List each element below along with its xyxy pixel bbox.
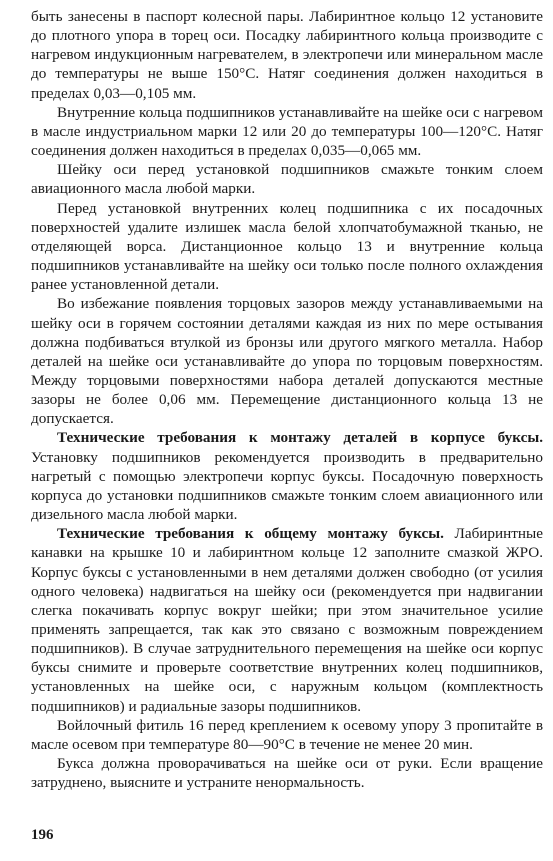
paragraph-1-text: быть занесены в паспорт колесной пары. Лабиринтное кольцо 12 установите до плотного упора в торец оси. Посадку лабиринтного кольца производите с нагревом индукционным нагревателем, в электропечи или минеральном масле до температуры не выше 150°С. Натяг соединения должен находиться в пределах 0,03—0,105 мм. bbox=[31, 8, 543, 102]
paragraph-2 bbox=[31, 103, 543, 160]
section-text-general: Лабиринтные канавки на крышке 10 и лабиринтном кольце 12 заполните смазкой ЖРО. Корпус буксы с установленными в нем деталями должен свободно (от усилия одного человека) надвигаться на шейку оси (рекомендуется при надвигании слегка покачивать корпус вокруг шейки; при этом значительное усилие применять запрещается, так как это связано с возможным повреждением подшипников). В случае затруднительного перемещения на шейке оси корпус буксы снимите и проверьте соответствие внутренних колец подшипников, установленных на шейке оси, с наружным кольцом (комплектность подшипников) и радиальные зазоры подшипников. bbox=[31, 525, 543, 715]
paragraph-1 bbox=[31, 7, 543, 103]
paragraph-5-text: Во избежание появления торцовых зазоров между устанавливаемыми на шейку оси в горячем состоянии деталями каждая из них по мере остывания должна подбиваться втулкой из бронзы или другого мягкого металла. Набор деталей на шейке оси устанавливайте до упора по торцовым поверхностям. Между торцовыми поверхностями набора деталей допускаются местные зазоры не более 0,06 мм. Перемещение дистанционного кольца 13 не допускается. bbox=[31, 295, 543, 428]
paragraph-4-text: Перед установкой внутренних колец подшипника с их посадочных поверхностей удалите излишек масла белой хлопчатобумажной тканью, не отделяющей ворса. Дистанционное кольцо 13 и внутренние кольца подшипников устанавливайте на шейку оси только после полного охлаждения ранее установленной детали. bbox=[31, 199, 543, 294]
paragraph-5 bbox=[31, 294, 543, 428]
page-number: 196 bbox=[31, 827, 54, 843]
section-monitoring-housing bbox=[31, 428, 543, 524]
paragraph-9 bbox=[31, 754, 543, 792]
section-text-housing: Установку подшипников рекомендуется производить в предварительно нагретый с помощью электропечи корпус буксы. Посадочную поверхность корпуса до установки подшипников смажьте тонким слоем авиационного или дизельного масла любой марки. bbox=[31, 448, 543, 524]
paragraph-3-text: Шейку оси перед установкой подшипников смажьте тонким слоем авиационного масла любой марки. bbox=[31, 161, 543, 198]
paragraph-8 bbox=[31, 716, 543, 754]
paragraph-4 bbox=[31, 199, 543, 295]
section-heading-housing: Технические требования к монтажу деталей в корпусе буксы. bbox=[57, 429, 543, 447]
page-body bbox=[31, 7, 543, 792]
section-general-assembly bbox=[31, 524, 543, 716]
paragraph-2-text: Внутренние кольца подшипников устанавливайте на шейке оси с нагревом в масле индустриальном марки 12 или 20 до температуры 100—120°С. Натяг соединения должен находиться в пределах 0,035—0,065 мм. bbox=[31, 103, 543, 160]
paragraph-8-text: Войлочный фитиль 16 перед креплением к осевому упору 3 пропитайте в масле осевом при температуре 80—90°С в течение не менее 20 мин. bbox=[31, 716, 543, 753]
paragraph-3 bbox=[31, 160, 543, 198]
paragraph-9-text: Букса должна проворачиваться на шейке оси от руки. Если вращение затруднено, выясните и устраните ненормальность. bbox=[31, 755, 543, 792]
section-heading-general: Технические требования к общему монтажу буксы. bbox=[57, 525, 444, 543]
